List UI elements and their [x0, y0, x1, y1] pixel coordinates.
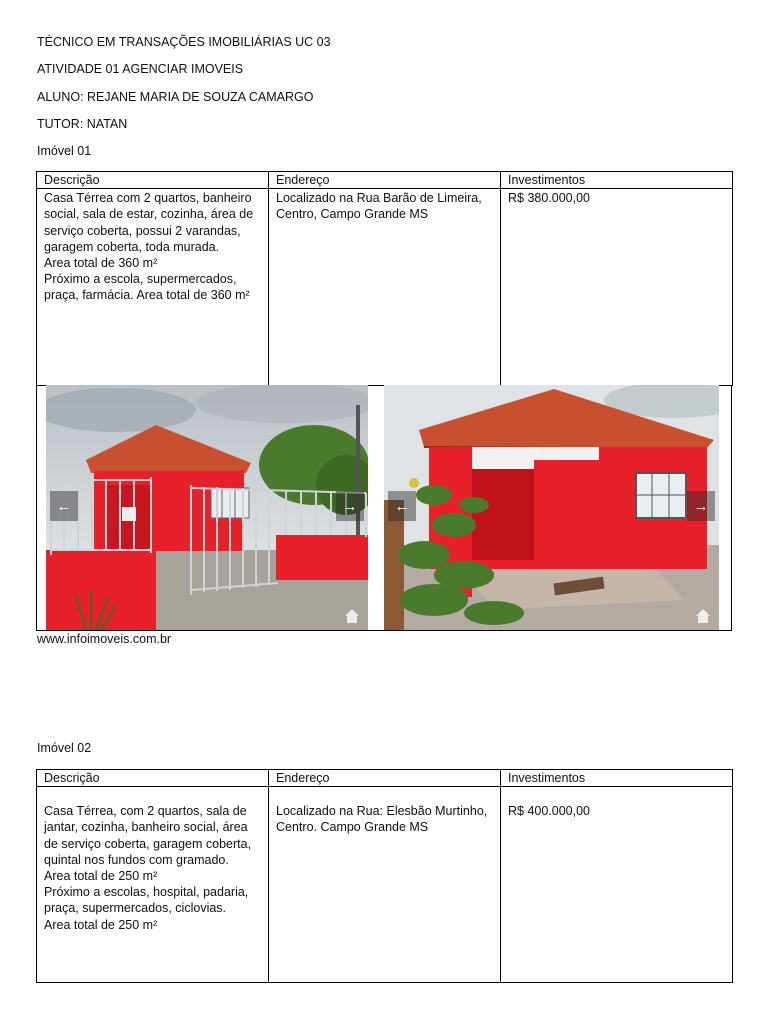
- description-line: jantar, cozinha, banheiro social, área: [44, 820, 248, 835]
- home-watermark-icon: [344, 608, 360, 624]
- table-header-row: [37, 172, 733, 189]
- column-header-description: Descrição: [37, 172, 269, 189]
- description-line: Area total de 250 m²: [44, 869, 158, 884]
- table-header-row: [37, 770, 733, 787]
- address-line: Localizado na Rua Barão de Limeira,: [276, 191, 482, 206]
- arrow-right-icon: →: [342, 497, 358, 515]
- description-line: serviço coberta, possui 2 varandas,: [44, 223, 241, 238]
- table-row: [37, 189, 733, 386]
- description-line: Próximo a escola, supermercados,: [44, 272, 237, 287]
- arrow-left-icon: ←: [394, 497, 410, 515]
- photo-next-button[interactable]: [336, 491, 364, 521]
- description-line: Area total de 250 m²: [44, 917, 158, 932]
- property-2-table: [36, 769, 733, 983]
- column-header-description: Descrição: [37, 770, 269, 787]
- description-line: quintal nos fundos com gramado.: [44, 852, 229, 867]
- property-1-title: Imóvel 01: [37, 144, 92, 158]
- description-line: Area total de 360 m²: [44, 256, 158, 271]
- arrow-left-icon: ←: [56, 497, 72, 515]
- property-2-address: [269, 787, 501, 983]
- home-watermark-icon: [695, 608, 711, 624]
- photo-prev-button[interactable]: [388, 491, 416, 521]
- address-line: Localizado na Rua: Elesbão Murtinho,: [276, 804, 488, 819]
- description-line: garagem coberta, toda murada.: [44, 239, 220, 254]
- arrow-right-icon: →: [693, 497, 709, 515]
- tutor-name: TUTOR: NATAN: [37, 117, 128, 131]
- property-1-investment: R$ 380.000,00: [501, 189, 733, 386]
- address-line: Centro, Campo Grande MS: [276, 207, 429, 222]
- column-header-investment: Investimentos: [501, 770, 733, 787]
- photo-prev-button[interactable]: [50, 491, 78, 521]
- column-header-investment: Investimentos: [501, 172, 733, 189]
- property-1-table: [36, 171, 733, 386]
- course-title: TÉCNICO EM TRANSAÇÕES IMOBILIÁRIAS UC 03: [37, 35, 331, 49]
- source-website: www.infoimoveis.com.br: [37, 632, 172, 646]
- property-1-description: [37, 189, 269, 386]
- description-line: praça, supermercados, ciclovias.: [44, 901, 227, 916]
- photo-next-button[interactable]: [687, 491, 715, 521]
- activity-title: ATIVIDADE 01 AGENCIAR IMOVEIS: [37, 62, 244, 76]
- description-line: praça, farmácia. Area total de 360 m²: [44, 288, 250, 303]
- house-front-photo: [46, 385, 368, 630]
- description-line: Casa Térrea com 2 quartos, banheiro: [44, 191, 252, 206]
- student-name: ALUNO: REJANE MARIA DE SOUZA CAMARGO: [37, 90, 314, 104]
- column-header-address: Endereço: [269, 770, 501, 787]
- property-2-description: [37, 787, 269, 983]
- column-header-address: Endereço: [269, 172, 501, 189]
- property-1-photos: [36, 385, 732, 631]
- description-line: social, sala de estar, cozinha, área de: [44, 207, 254, 222]
- table-row: [37, 787, 733, 983]
- description-line: de serviço coberta, garagem coberta,: [44, 836, 252, 851]
- house-porch-photo: [384, 385, 719, 630]
- address-line: Centro. Campo Grande MS: [276, 820, 429, 835]
- property-2-investment: R$ 400.000,00: [501, 787, 733, 983]
- description-line: Próximo a escolas, hospital, padaria,: [44, 885, 249, 900]
- property-1-address: [269, 189, 501, 386]
- property-2-title: Imóvel 02: [37, 741, 92, 755]
- description-line: Casa Térrea, com 2 quartos, sala de: [44, 804, 247, 819]
